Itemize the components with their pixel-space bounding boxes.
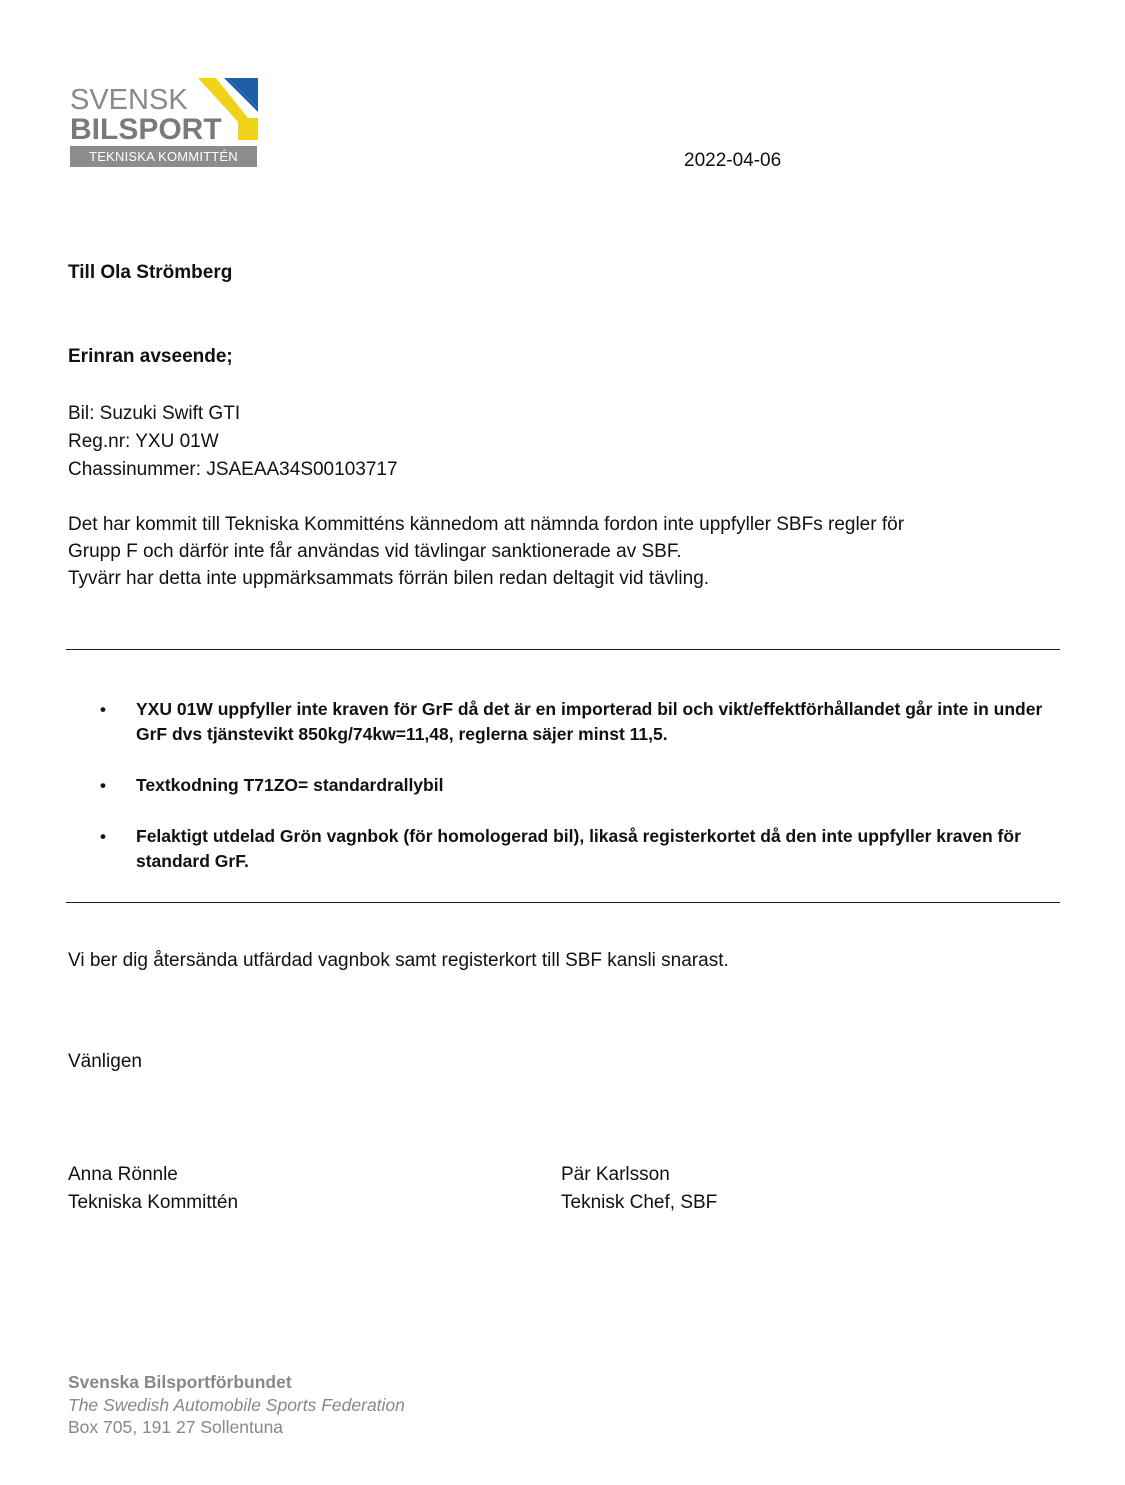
bullet-icon: • [100, 776, 106, 795]
vehicle-reg: Reg.nr: YXU 01W [68, 431, 219, 452]
request-text: Vi ber dig återsända utfärdad vagnbok samt registerkort till SBF kansli snarast. [68, 950, 729, 971]
finding-item [98, 773, 1048, 798]
bullet-icon: • [100, 827, 106, 846]
notice-paragraph [68, 511, 1048, 592]
finding-text: Textkodning T71ZO= standardrallybil [136, 775, 444, 795]
findings-list [98, 697, 1048, 900]
signature-right [561, 1161, 717, 1217]
closing-text: Vänligen [68, 1051, 142, 1072]
letter-date: 2022-04-06 [684, 150, 782, 171]
logo-line-svensk: SVENSK [70, 84, 188, 116]
finding-item [98, 697, 1048, 747]
signature-name: Pär Karlsson [561, 1164, 670, 1185]
footer-org: Svenska Bilsportförbundet [68, 1372, 292, 1392]
signature-title: Tekniska Kommittén [68, 1192, 239, 1213]
notice-line: Tyvärr har detta inte uppmärksammats förrän bilen redan deltagit vid tävling. [68, 568, 710, 589]
footer [68, 1371, 405, 1439]
subject-heading: Erinran avseende; [68, 346, 233, 367]
footer-english: The Swedish Automobile Sports Federation [68, 1394, 405, 1415]
finding-text: Felaktigt utdelad Grön vagnbok (för homologerad bil), likaså registerkortet då den inte uppfyller kraven för standard GrF. [136, 826, 1021, 871]
vehicle-chassis: Chassinummer: JSAEAA34S00103717 [68, 459, 398, 480]
logo-line-bilsport: BILSPORT [70, 113, 222, 146]
vehicle-car: Bil: Suzuki Swift GTI [68, 403, 241, 424]
notice-line: Det har kommit till Tekniska Kommitténs kännedom att nämnda fordon inte uppfyller SBFs regler för [68, 514, 905, 535]
signature-title: Teknisk Chef, SBF [561, 1192, 718, 1213]
divider-top [66, 649, 1060, 650]
finding-item [98, 824, 1048, 874]
vehicle-details [68, 400, 398, 484]
recipient: Till Ola Strömberg [68, 262, 233, 283]
finding-text: YXU 01W uppfyller inte kraven för GrF då det är en importerad bil och vikt/effektförhållandet går inte in under GrF dvs tjänstevikt 850kg/74kw=11,48, reglerna säjer minst 11,5. [136, 699, 1043, 744]
signature-name: Anna Rönnle [68, 1164, 178, 1185]
logo [68, 78, 260, 170]
notice-line: Grupp F och därför inte får användas vid tävlingar sanktionerade av SBF. [68, 541, 682, 562]
logo-band: TEKNISKA KOMMITTÉN [70, 146, 257, 167]
signature-left [68, 1161, 238, 1217]
divider-bottom [66, 902, 1060, 903]
bullet-icon: • [100, 700, 106, 719]
footer-address: Box 705, 191 27 Sollentuna [68, 1417, 284, 1437]
